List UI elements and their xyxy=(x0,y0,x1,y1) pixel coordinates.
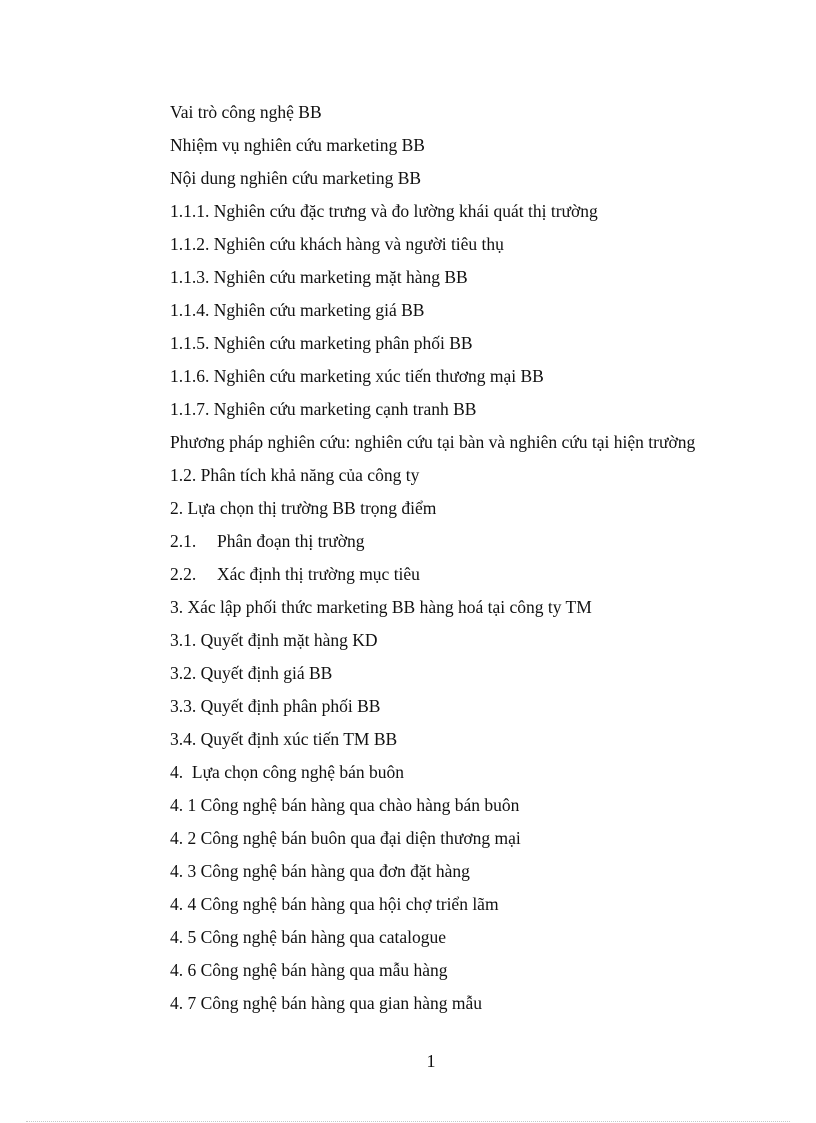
toc-item: 4. 5 Công nghệ bán hàng qua catalogue xyxy=(170,927,447,947)
toc-item: 3. Xác lập phối thức marketing BB hàng hoá tại công ty TM xyxy=(170,597,592,617)
toc-item: 4. 7 Công nghệ bán hàng qua gian hàng mẫu xyxy=(170,993,483,1013)
toc-item: 1.1.2. Nghiên cứu khách hàng và người tiêu thụ xyxy=(170,234,504,254)
toc-item-text: Phân đoạn thị trường xyxy=(217,531,365,551)
toc-item: 1.1.4. Nghiên cứu marketing giá BB xyxy=(170,300,425,320)
toc-item: 3.4. Quyết định xúc tiến TM BB xyxy=(170,729,398,749)
toc-item: Vai trò công nghệ BB xyxy=(170,102,322,122)
toc-item: 3.3. Quyết định phân phối BB xyxy=(170,696,381,716)
toc-item: 4. 2 Công nghệ bán buôn qua đại diện thương mại xyxy=(170,828,521,848)
toc-item: 4. 6 Công nghệ bán hàng qua mẫu hàng xyxy=(170,960,448,980)
toc-item: Nhiệm vụ nghiên cứu marketing BB xyxy=(170,135,425,155)
page-number: 1 xyxy=(426,1051,436,1071)
table-of-contents xyxy=(170,101,695,1025)
page-bottom-divider xyxy=(26,1121,790,1122)
toc-item: 1.2. Phân tích khả năng của công ty xyxy=(170,465,420,485)
toc-item-number: 2.1. xyxy=(170,531,197,551)
toc-item: 1.1.7. Nghiên cứu marketing cạnh tranh BB xyxy=(170,399,477,419)
toc-item: 3.2. Quyết định giá BB xyxy=(170,663,333,683)
toc-item: Nội dung nghiên cứu marketing BB xyxy=(170,168,422,188)
toc-item: 1.1.6. Nghiên cứu marketing xúc tiến thương mại BB xyxy=(170,366,544,386)
toc-item: 1.1.5. Nghiên cứu marketing phân phối BB xyxy=(170,333,473,353)
toc-item: 4. 1 Công nghệ bán hàng qua chào hàng bán buôn xyxy=(170,795,520,815)
toc-item: 1.1.1. Nghiên cứu đặc trưng và đo lường khái quát thị trường xyxy=(170,201,598,221)
toc-item xyxy=(170,563,695,596)
toc-item-text: Xác định thị trường mục tiêu xyxy=(217,564,420,584)
toc-item: 4. 4 Công nghệ bán hàng qua hội chợ triển lãm xyxy=(170,894,499,914)
toc-item: 3.1. Quyết định mặt hàng KD xyxy=(170,630,378,650)
toc-item xyxy=(170,530,695,563)
toc-item: 2. Lựa chọn thị trường BB trọng điểm xyxy=(170,498,437,518)
toc-item-number: 2.2. xyxy=(170,564,197,584)
toc-item: 4. Lựa chọn công nghệ bán buôn xyxy=(170,762,405,782)
toc-item: Phương pháp nghiên cứu: nghiên cứu tại bàn và nghiên cứu tại hiện trường xyxy=(170,432,696,452)
toc-item: 1.1.3. Nghiên cứu marketing mặt hàng BB xyxy=(170,267,468,287)
toc-item: 4. 3 Công nghệ bán hàng qua đơn đặt hàng xyxy=(170,861,470,881)
